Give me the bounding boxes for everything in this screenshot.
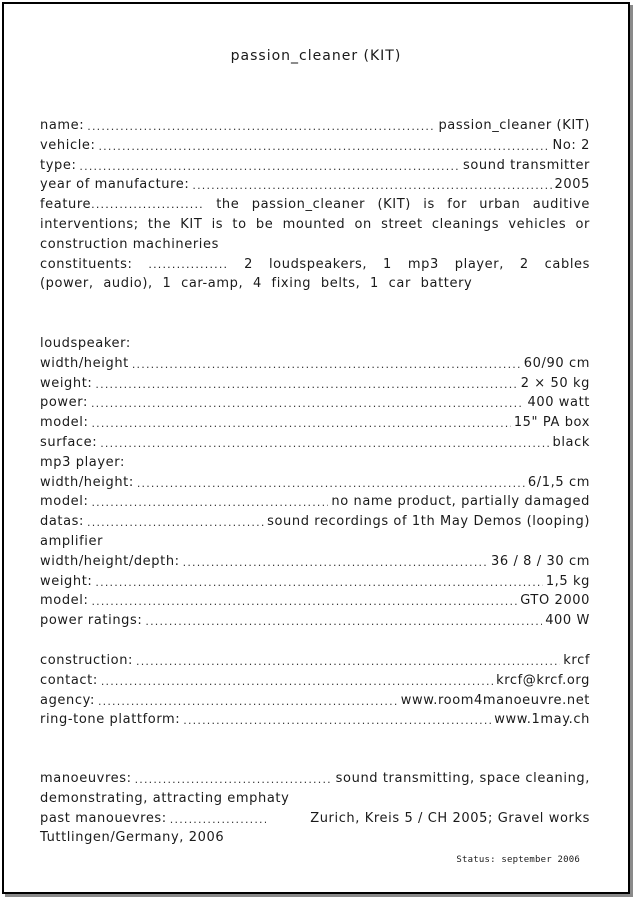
loudspeaker-rows xyxy=(40,354,590,453)
field-value: Zurich, Kreis 5 / CH 2005; Gravel works xyxy=(310,810,590,826)
field-label: width/height/depth: xyxy=(40,553,180,569)
field-label: constituents: xyxy=(40,256,133,272)
section-heading-amplifier: amplifier xyxy=(40,533,104,549)
spec-row xyxy=(40,354,590,374)
section-heading-loudspeaker: loudspeaker: xyxy=(40,336,131,351)
spec-row xyxy=(40,473,590,493)
dot-leader xyxy=(183,710,491,730)
field-row-vehicle xyxy=(40,136,590,156)
field-label: model: xyxy=(40,494,89,510)
field-label: feature xyxy=(40,197,92,213)
field-label: model: xyxy=(40,593,89,609)
field-row-constituents xyxy=(40,255,590,295)
spec-row xyxy=(40,413,590,433)
dot-leader xyxy=(192,175,551,195)
dot-leader-inline: ................. xyxy=(148,257,229,271)
spec-row xyxy=(40,611,590,631)
field-row-manoeuvres xyxy=(40,769,590,789)
field-row-past-manoeuvres xyxy=(40,809,590,829)
field-value: no name product, partially damaged xyxy=(331,494,590,510)
manoeuvres-section xyxy=(40,769,590,848)
field-label: past manouevres: xyxy=(40,810,167,826)
document-page xyxy=(2,2,630,894)
dot-leader xyxy=(170,809,266,829)
field-value: 6/1,5 cm xyxy=(527,474,590,490)
field-value: www.room4manoeuvre.net xyxy=(400,692,590,708)
field-label: datas: xyxy=(40,514,85,530)
field-value: passion_cleaner (KIT) xyxy=(438,118,590,133)
dot-leader xyxy=(145,611,542,631)
field-value: sound transmitter xyxy=(462,157,590,173)
spec-row xyxy=(40,393,590,413)
dot-leader xyxy=(98,136,549,156)
dot-leader xyxy=(183,552,488,572)
dot-leader xyxy=(91,413,510,433)
dot-leader xyxy=(136,651,560,671)
field-label: weight: xyxy=(40,573,93,589)
field-value: 2 × 50 kg xyxy=(520,375,590,391)
field-value: 36 / 8 / 30 cm xyxy=(491,553,590,569)
field-label: vehicle: xyxy=(40,137,96,153)
field-row-year xyxy=(40,175,590,195)
field-value-continued: demonstrating, attracting emphaty xyxy=(40,790,290,806)
field-row-name xyxy=(40,116,590,136)
field-row-type xyxy=(40,156,590,176)
field-label: surface: xyxy=(40,434,98,450)
field-value: sound transmitting, space cleaning, xyxy=(335,771,590,786)
field-value: 400 W xyxy=(545,613,590,629)
field-label: year of manufacture: xyxy=(40,177,190,193)
field-value: No: 2 xyxy=(552,137,590,153)
credit-row xyxy=(40,691,590,711)
dot-leader xyxy=(132,354,521,374)
dot-leader xyxy=(91,591,517,611)
field-value: 400 watt xyxy=(527,395,590,411)
credit-row xyxy=(40,651,590,671)
dot-leader xyxy=(101,671,493,691)
field-value: 1,5 kg xyxy=(545,573,590,589)
spec-row xyxy=(40,433,590,453)
field-value-continued: Tuttlingen/Germany, 2006 xyxy=(40,830,225,846)
field-value: krcf xyxy=(563,653,590,668)
field-label: construction: xyxy=(40,653,134,668)
field-label: model: xyxy=(40,415,89,431)
technical-section xyxy=(40,334,590,631)
field-label: power ratings: xyxy=(40,613,143,629)
dot-leader xyxy=(137,473,525,493)
field-label: agency: xyxy=(40,692,95,708)
dot-leader xyxy=(95,572,542,592)
field-label: weight: xyxy=(40,375,93,391)
field-value: 60/90 cm xyxy=(523,355,590,371)
field-label: contact: xyxy=(40,672,98,688)
spec-row xyxy=(40,572,590,592)
field-label: width/height xyxy=(40,355,129,371)
field-value: krcf@krcf.org xyxy=(496,672,590,688)
dot-leader xyxy=(95,374,517,394)
mp3-player-rows xyxy=(40,473,590,532)
dot-leader xyxy=(87,512,264,532)
field-label: width/height: xyxy=(40,474,134,490)
credits-section xyxy=(40,651,590,730)
spec-row xyxy=(40,591,590,611)
field-value: sound recordings of 1th May Demos (looping) xyxy=(267,514,590,530)
dot-leader xyxy=(91,492,328,512)
dot-leader xyxy=(98,691,398,711)
credit-row xyxy=(40,671,590,691)
credits-rows xyxy=(40,651,590,730)
section-heading-mp3-player: mp3 player: xyxy=(40,454,125,470)
field-value: the passion_cleaner (KIT) is for urban auditive interventions; the KIT is to be mounted on street cleanings vehicles or construction machineries xyxy=(40,197,590,252)
dot-leader-inline: ........................ xyxy=(91,198,204,212)
field-row-feature xyxy=(40,195,590,254)
spec-row xyxy=(40,374,590,394)
general-section xyxy=(40,116,590,294)
field-label: ring-tone plattform: xyxy=(40,712,181,728)
status-date: Status: september 2006 xyxy=(456,855,580,865)
dot-leader xyxy=(79,156,460,176)
dot-leader xyxy=(87,116,435,136)
field-value: 2005 xyxy=(554,177,590,193)
amplifier-rows xyxy=(40,552,590,631)
dot-leader xyxy=(100,433,549,453)
field-value: black xyxy=(552,434,590,450)
dot-leader xyxy=(135,769,333,789)
spec-row xyxy=(40,492,590,512)
field-value: GTO 2000 xyxy=(520,593,590,609)
credit-row xyxy=(40,710,590,730)
field-label: name: xyxy=(40,118,85,133)
field-value: 2 loudspeakers, 1 mp3 player, 2 cables (power, audio), 1 car-amp, 4 fixing belts, 1 car battery xyxy=(40,256,591,292)
field-label: type: xyxy=(40,157,77,173)
field-value: 15" PA box xyxy=(513,415,590,431)
dot-leader xyxy=(91,393,525,413)
field-label: power: xyxy=(40,395,88,411)
field-label: manoeuvres: xyxy=(40,771,132,786)
field-value: www.1may.ch xyxy=(494,712,590,728)
document-title: passion_cleaner (KIT) xyxy=(230,48,402,64)
spec-row xyxy=(40,512,590,532)
spec-row xyxy=(40,552,590,572)
